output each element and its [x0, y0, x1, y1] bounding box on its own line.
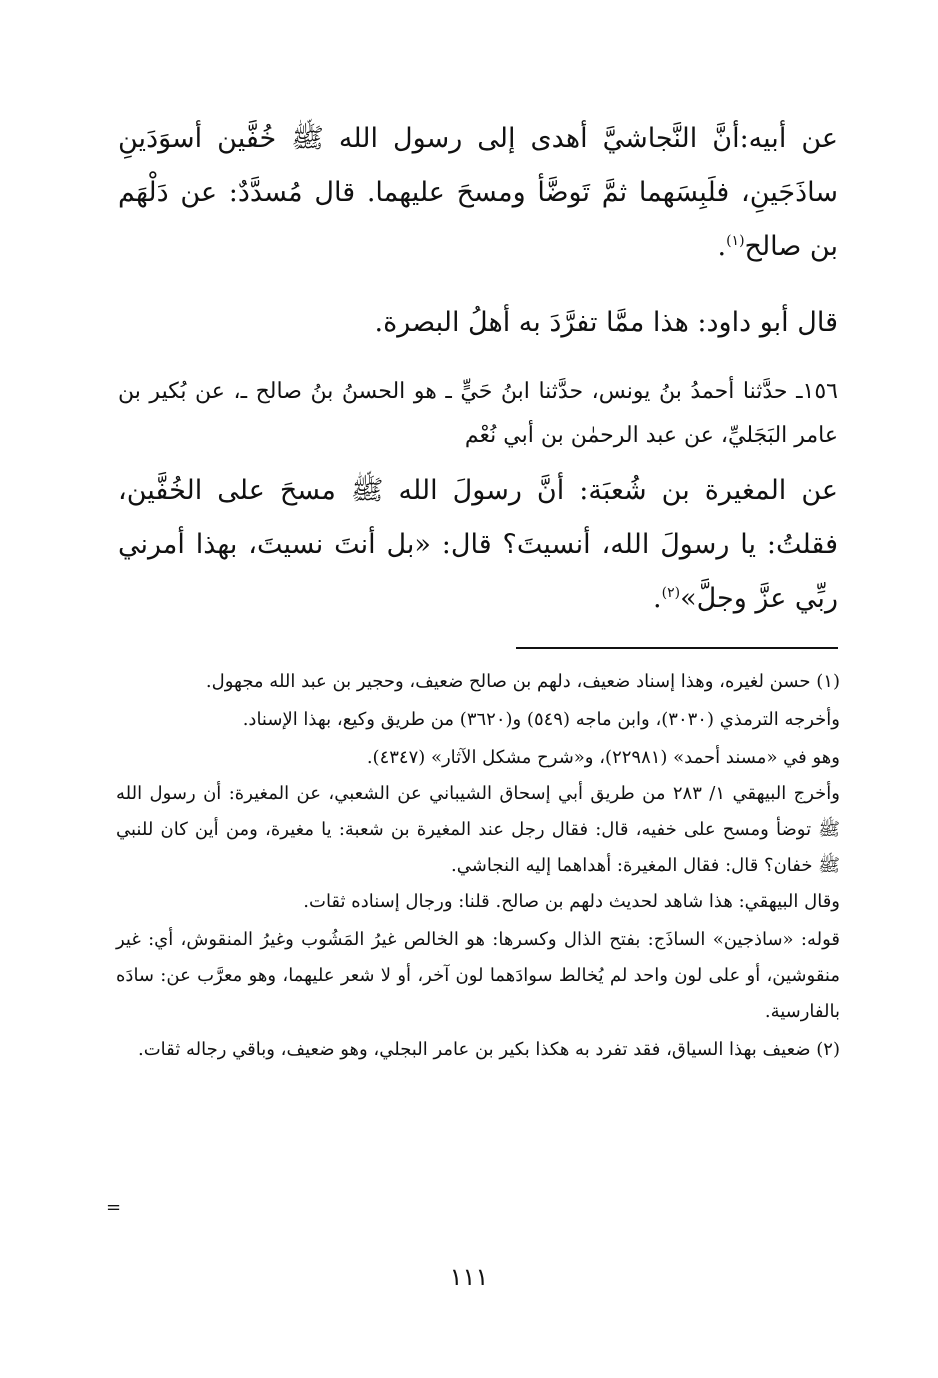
footnote-1-bayhaqi: وأخرج البيهقي ١/ ٢٨٣ من طريق أبي إسحاق الشيباني عن الشعبي، عن المغيرة: أن رسول الله ﷺ توضأ ومسح على خفيه، قال: فقال رجل عند المغيرة بن شعبة: يا مغيرة، ومن أين كان للنبي ﷺ خفان؟ قال: فقال المغيرة: أهداهما إليه النجاشي.	[116, 783, 840, 876]
footnotes	[116, 664, 840, 1068]
footnote-1-bayhaqi-comment: وقال البيهقي: هذا شاهد لحديث دلهم بن صالح. قلنا: ورجال إسناده ثقات.	[303, 891, 840, 912]
hadith-156-text: عن المغيرة بن شُعبَة: أنَّ رسولَ الله ﷺ مسحَ على الخُفَّين، فقلتُ: يا رسولَ الله، أنسيتَ؟ قال: «بل أنتَ نسيتَ، بهذا أمرني ربِّي عزَّ وجلَّ»$^{(٢)}$.	[118, 475, 838, 614]
footnote-2: (٢) ضعيف بهذا السياق، فقد تفرد به هكذا بكير بن عامر البجلي، وهو ضعيف، وباقي رجاله ثقات.	[137, 1039, 840, 1060]
footnote-1-musnad: وهو في «مسند أحمد» (٢٢٩٨١)، و«شرح مشكل الآثار» (٤٣٤٧).	[366, 747, 840, 768]
footnote-divider	[516, 647, 838, 649]
footnote-1-grading: (١) حسن لغيره، وهذا إسناد ضعيف، دلهم بن صالح ضعيف، وحجير بن عبد الله مجهول.	[205, 671, 840, 692]
continuation-mark: =	[106, 1197, 122, 1218]
page-number: ١١١	[449, 1263, 489, 1291]
hadith-156-chain: ١٥٦ـ حدَّثنا أحمدُ بنُ يونس، حدَّثنا ابنُ حَيٍّ ـ هو الحسنُ بنُ صالح ـ، عن بُكير بن عامر البَجَليِّ، عن عبد الرحمٰن بن أبي نُعْم	[118, 379, 838, 448]
main-text	[118, 112, 838, 626]
hadith-text-continuation: عن أبيه:أنَّ النَّجاشيَّ أهدى إلى رسول الله ﷺ خُفَّين أسوَدَينِ ساذَجَينِ، فلَبِسَهما ثمَّ تَوضَّأ ومسحَ عليهما. قال مُسدَّدٌ: عن دَلْهَم بن صالح$^{(١)}$.	[118, 123, 838, 262]
footnote-ref-1[interactable]: (١)	[726, 233, 745, 249]
footnote-ref-2[interactable]: (٢)	[661, 585, 681, 601]
footnote-1-takhrij: وأخرجه الترمذي (٣٠٣٠)، وابن ماجه (٥٤٩) و(٣٦٢٠) من طريق وكيع، بهذا الإسناد.	[242, 709, 840, 730]
abu-dawud-comment: قال أبو داود: هذا ممَّا تفرَّدَ به أهلُ البصرة.	[374, 307, 838, 338]
footnote-1-vocabulary: قوله: «ساذجين» الساذَج: بفتح الذال وكسرها: هو الخالص غيرُ المَشُوب وغيرُ المنقوش، أي: غير منقوشين، أو على لون واحد لم يُخالط سوادَهما لون آخر، أو لا شعر عليهما، وهو معرَّب عن: سادَه بالفارسية.	[116, 929, 840, 1022]
